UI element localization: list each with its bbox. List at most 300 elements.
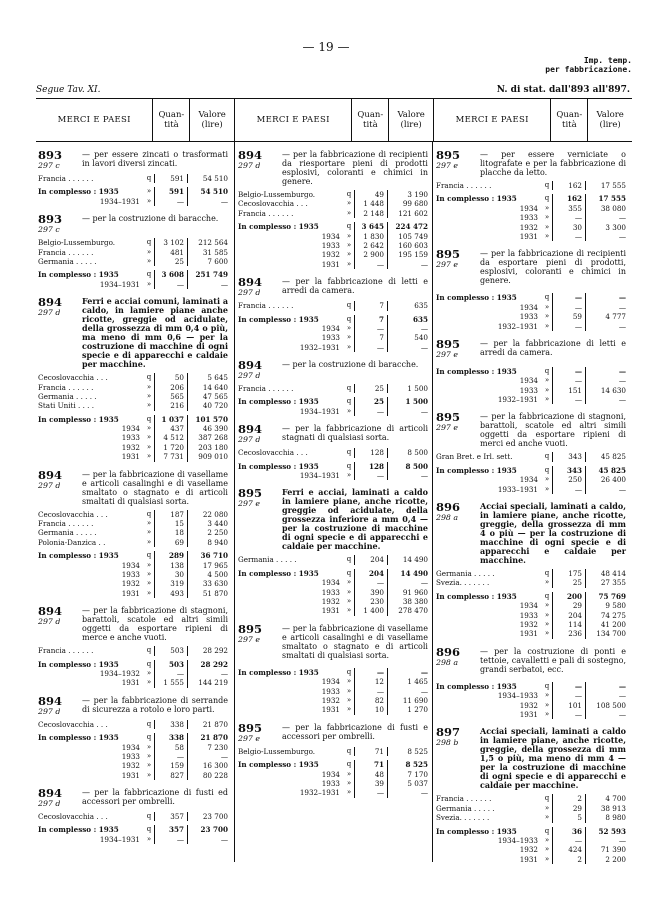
header-valore-2: Valore (lire) bbox=[389, 99, 434, 142]
entry-rows bbox=[38, 720, 228, 780]
stat-number: 894 bbox=[238, 148, 263, 162]
entry-heading bbox=[436, 249, 626, 285]
value: — bbox=[618, 231, 626, 241]
row-label: In complesso : 1935 bbox=[38, 187, 119, 197]
row-label: In complesso : 1935 bbox=[38, 825, 119, 835]
value: 23 700 bbox=[200, 825, 228, 835]
value: — bbox=[618, 366, 626, 376]
row-label: 1934–1931 bbox=[99, 834, 140, 844]
year-row bbox=[436, 312, 626, 321]
value: — bbox=[618, 293, 626, 303]
quantity: — bbox=[154, 835, 188, 844]
quantity: 236 bbox=[552, 629, 586, 638]
country-row bbox=[238, 448, 428, 457]
quantity: 343 bbox=[552, 466, 586, 475]
value: 121 602 bbox=[398, 208, 428, 218]
quantity: — bbox=[354, 343, 388, 352]
value: 3 190 bbox=[407, 190, 428, 199]
quantity: 25 bbox=[552, 578, 586, 587]
quantity: — bbox=[354, 687, 388, 696]
row-label: Francia . . . . . . bbox=[38, 519, 94, 529]
year-row bbox=[436, 223, 626, 232]
entry-rows bbox=[436, 678, 626, 720]
value: 99 680 bbox=[402, 199, 428, 209]
entry-rows bbox=[436, 569, 626, 639]
unit: » bbox=[146, 187, 152, 196]
quantity: 58 bbox=[154, 743, 188, 752]
column-divider bbox=[234, 142, 235, 862]
year-row bbox=[238, 250, 428, 259]
tariff-number: 297 e bbox=[436, 423, 458, 433]
stat-number: 895 bbox=[436, 148, 461, 162]
total-row bbox=[238, 222, 428, 231]
row-label: 1933 bbox=[321, 240, 340, 250]
unit: » bbox=[346, 406, 352, 415]
row-label: 1932 bbox=[519, 845, 538, 855]
value: 47 565 bbox=[202, 391, 228, 401]
row-label: Belgio-Lussemburgo. bbox=[238, 190, 316, 199]
row-label: Germania . . . . . bbox=[38, 528, 97, 538]
row-label: Francia . . . . . . bbox=[238, 301, 294, 311]
quantity: — bbox=[552, 682, 586, 691]
country-row bbox=[38, 538, 228, 547]
quantity: 204 bbox=[354, 569, 388, 578]
unit: q bbox=[544, 194, 550, 203]
quantity: 5 bbox=[552, 813, 586, 822]
quantity: 2 bbox=[552, 794, 586, 803]
row-label: In complesso : 1935 bbox=[38, 414, 119, 424]
unit: » bbox=[346, 208, 352, 217]
row-label: 1934 bbox=[321, 323, 340, 333]
quantity: 29 bbox=[552, 804, 586, 813]
country-row bbox=[38, 519, 228, 528]
total-row bbox=[38, 551, 228, 560]
year-row bbox=[436, 232, 626, 241]
value: — bbox=[420, 578, 428, 588]
year-row bbox=[238, 232, 428, 241]
row-label: Francia . . . . . . bbox=[38, 174, 94, 183]
entry-block bbox=[238, 720, 428, 798]
quantity: 69 bbox=[154, 538, 188, 547]
value: — bbox=[618, 484, 626, 494]
quantity: 128 bbox=[354, 462, 388, 471]
unit: » bbox=[544, 854, 550, 863]
entry-block bbox=[38, 467, 228, 599]
unit: q bbox=[544, 794, 550, 803]
unit: » bbox=[544, 835, 550, 844]
quantity: 71 bbox=[354, 760, 388, 769]
item-code bbox=[238, 720, 282, 743]
entry-heading bbox=[38, 606, 228, 642]
country-row bbox=[38, 383, 228, 392]
item-code bbox=[238, 150, 282, 170]
total-row bbox=[38, 415, 228, 424]
row-label: Francia . . . . . . bbox=[238, 208, 294, 218]
year-row bbox=[436, 213, 626, 222]
year-row bbox=[238, 578, 428, 587]
row-label: 1934 bbox=[519, 302, 538, 312]
unit: q bbox=[146, 414, 152, 423]
item-code bbox=[38, 693, 82, 716]
value: 635 bbox=[414, 301, 428, 311]
unit: » bbox=[146, 537, 152, 546]
country-row bbox=[38, 238, 228, 247]
column-divider bbox=[432, 142, 433, 862]
row-label: 1931 bbox=[321, 606, 340, 616]
row-label: Cecoslovacchia . . . bbox=[238, 199, 308, 209]
unit: » bbox=[346, 606, 352, 615]
item-description: Ferri e acciai comuni, laminati a caldo, in lamiere piane anche ricotte, greggie od acidulate, della grossezza di mm 0,4 o più, ma meno di mm 0,6 — per la costruzione di macchine di ogni specie e di apparecchi e caldaie per macchine. bbox=[82, 296, 228, 370]
entry-rows bbox=[436, 289, 626, 331]
stat-number: 894 bbox=[38, 604, 63, 619]
item-code bbox=[238, 360, 282, 380]
value: 7 600 bbox=[207, 256, 228, 266]
entry-block bbox=[38, 606, 228, 688]
country-row bbox=[436, 794, 626, 803]
quantity: 338 bbox=[154, 720, 188, 729]
year-row bbox=[436, 204, 626, 213]
unit: » bbox=[544, 395, 550, 404]
row-label: In complesso : 1935 bbox=[38, 733, 119, 743]
entry-heading bbox=[238, 277, 428, 297]
header-merci-3: MERCI E PAESI bbox=[433, 99, 550, 142]
row-label: 1932 bbox=[321, 695, 340, 705]
unit: » bbox=[146, 742, 152, 751]
tariff-number: 297 d bbox=[238, 435, 261, 445]
total-row bbox=[436, 592, 626, 601]
entry-heading bbox=[238, 360, 428, 380]
row-label: Belgio-Lussemburgo. bbox=[238, 746, 316, 756]
unit: q bbox=[146, 373, 152, 382]
year-row bbox=[238, 687, 428, 696]
quantity: 204 bbox=[354, 555, 388, 564]
unit: q bbox=[146, 551, 152, 560]
value: 4 777 bbox=[605, 312, 626, 322]
unit: » bbox=[544, 312, 550, 321]
item-description: — per essere zincati o trasformati in lavori diversi zincati. bbox=[82, 150, 228, 168]
unit: q bbox=[146, 733, 152, 742]
stat-number: 897 bbox=[436, 725, 461, 740]
quantity: — bbox=[552, 213, 586, 222]
tariff-number: 297 d bbox=[238, 288, 261, 298]
quantity: 319 bbox=[154, 579, 188, 588]
value: 48 414 bbox=[600, 569, 626, 579]
value: 74 275 bbox=[600, 610, 626, 620]
entry-block bbox=[38, 297, 228, 462]
year-row bbox=[38, 433, 228, 442]
row-label: 1934 bbox=[519, 475, 538, 485]
stat-number: 896 bbox=[436, 500, 461, 515]
year-row bbox=[436, 475, 626, 484]
column-2 bbox=[238, 150, 428, 806]
unit: » bbox=[146, 560, 152, 569]
page-number: — 19 — bbox=[302, 40, 350, 54]
row-label: 1933 bbox=[121, 433, 140, 443]
quantity: 503 bbox=[154, 646, 188, 655]
entry-rows bbox=[38, 812, 228, 844]
item-description: — per la fabbricazione di letti e arredi da camera. bbox=[282, 277, 428, 296]
value: — bbox=[618, 709, 626, 719]
value: 5 645 bbox=[207, 373, 228, 383]
year-row bbox=[38, 424, 228, 433]
value: 3 440 bbox=[207, 519, 228, 529]
tariff-number: 298 b bbox=[436, 738, 459, 748]
quantity: — bbox=[354, 788, 388, 797]
row-label: 1933 bbox=[321, 587, 340, 597]
row-label: 1931 bbox=[519, 854, 538, 864]
value: 28 292 bbox=[202, 646, 228, 656]
value: 17 555 bbox=[600, 181, 626, 190]
quantity: 1 400 bbox=[354, 606, 388, 615]
quantity: 25 bbox=[154, 257, 188, 266]
country-row bbox=[38, 528, 228, 537]
row-label: 1931 bbox=[121, 770, 140, 780]
value: 14 490 bbox=[400, 568, 428, 578]
row-label: Francia . . . . . . bbox=[436, 794, 492, 804]
value: 52 593 bbox=[598, 826, 626, 836]
unit: » bbox=[544, 629, 550, 638]
quantity: — bbox=[154, 752, 188, 761]
unit: » bbox=[146, 401, 152, 410]
row-label: Svezia. . . . . . . bbox=[436, 813, 490, 823]
value: — bbox=[618, 321, 626, 331]
quantity: 216 bbox=[154, 401, 188, 410]
tariff-number: 297 d bbox=[238, 161, 261, 170]
unit: » bbox=[346, 677, 352, 686]
entry-block bbox=[436, 644, 626, 720]
year-row bbox=[436, 601, 626, 610]
row-label: Francia . . . . . . bbox=[38, 247, 94, 257]
value: 212 564 bbox=[198, 238, 228, 248]
header-valore-1: Valore (lire) bbox=[190, 99, 235, 142]
unit: q bbox=[346, 568, 352, 577]
entry-rows bbox=[238, 664, 428, 715]
row-label: 1932 bbox=[321, 596, 340, 606]
year-row bbox=[38, 743, 228, 752]
year-row bbox=[436, 611, 626, 620]
tariff-number: 297 e bbox=[238, 733, 260, 743]
entry-block bbox=[436, 150, 626, 241]
value: — bbox=[420, 667, 428, 677]
entry-rows bbox=[238, 301, 428, 352]
value: 54 510 bbox=[202, 174, 228, 183]
unit: q bbox=[346, 760, 352, 769]
year-row bbox=[38, 835, 228, 844]
quantity: 338 bbox=[154, 733, 188, 742]
row-label: Cecoslovacchia . . . bbox=[38, 373, 108, 383]
value: 224 472 bbox=[395, 222, 428, 232]
value: 54 510 bbox=[200, 187, 228, 197]
row-label: 1931 bbox=[519, 709, 538, 719]
unit: » bbox=[544, 475, 550, 484]
year-row bbox=[436, 845, 626, 854]
row-label: Germania . . . . . bbox=[238, 555, 297, 565]
unit: q bbox=[544, 366, 550, 375]
entry-heading bbox=[436, 502, 626, 565]
row-label: 1932–1931 bbox=[299, 788, 340, 798]
year-row bbox=[436, 303, 626, 312]
unit: » bbox=[146, 247, 152, 256]
year-row bbox=[38, 771, 228, 780]
quantity: 355 bbox=[552, 204, 586, 213]
value: 8 500 bbox=[407, 448, 428, 458]
item-description: — per la fabbricazione di articoli stagnati di qualsiasi sorta. bbox=[282, 424, 428, 443]
value: 4 700 bbox=[605, 794, 626, 804]
unit: » bbox=[346, 788, 352, 797]
quantity: 7 731 bbox=[154, 452, 188, 461]
row-label: Francia . . . . . . bbox=[38, 382, 94, 392]
table-header bbox=[36, 98, 632, 142]
row-label: 1932 bbox=[121, 442, 140, 452]
total-row bbox=[436, 194, 626, 203]
item-code bbox=[38, 606, 82, 626]
value: 1 465 bbox=[407, 677, 428, 687]
quantity: 2 bbox=[552, 855, 586, 864]
stat-number: 895 bbox=[238, 720, 263, 735]
quantity: 10 bbox=[354, 705, 388, 714]
quantity: 565 bbox=[154, 392, 188, 401]
quantity: 424 bbox=[552, 845, 586, 854]
value: 23 700 bbox=[202, 812, 228, 822]
year-row bbox=[238, 770, 428, 779]
total-row bbox=[238, 462, 428, 471]
unit: » bbox=[146, 678, 152, 687]
value: 278 470 bbox=[398, 606, 428, 616]
entry-block bbox=[38, 214, 228, 289]
entry-block bbox=[238, 488, 428, 615]
unit: » bbox=[346, 342, 352, 351]
entry-rows bbox=[238, 747, 428, 798]
value: — bbox=[220, 196, 228, 206]
header-right-line2: per fabbricazione. bbox=[545, 65, 632, 74]
value: 21 870 bbox=[200, 733, 228, 743]
value: — bbox=[220, 279, 228, 289]
quantity: 48 bbox=[354, 770, 388, 779]
total-row bbox=[38, 660, 228, 669]
quantity: 175 bbox=[552, 569, 586, 578]
value: 75 769 bbox=[598, 591, 626, 601]
row-label: 1932 bbox=[121, 579, 140, 589]
value: 540 bbox=[414, 333, 428, 343]
entry-rows bbox=[436, 452, 626, 494]
entry-heading bbox=[38, 467, 228, 506]
row-label: 1934–1933 bbox=[497, 835, 538, 845]
row-label: In complesso : 1935 bbox=[436, 465, 517, 475]
value: — bbox=[420, 686, 428, 696]
row-label: In complesso : 1935 bbox=[436, 366, 517, 376]
entry-block bbox=[436, 336, 626, 405]
quantity: 591 bbox=[154, 174, 188, 183]
item-description: Ferri e acciai, laminati a caldo in lamiere piane, anche ricotte, greggie od acidulate, della grossezza inferiore a mm 0,4 — per la costruzione di macchine di ogni specie e di apparecchi e caldaie per macchine. bbox=[282, 487, 428, 552]
year-row bbox=[436, 322, 626, 331]
row-label: 1931 bbox=[321, 259, 340, 269]
year-row bbox=[38, 678, 228, 687]
quantity: — bbox=[552, 485, 586, 494]
unit: q bbox=[146, 825, 152, 834]
year-row bbox=[436, 395, 626, 404]
entry-block bbox=[238, 277, 428, 352]
entry-rows bbox=[238, 555, 428, 615]
row-label: 1933 bbox=[321, 778, 340, 788]
unit: » bbox=[146, 442, 152, 451]
value: — bbox=[618, 835, 626, 845]
unit: » bbox=[346, 686, 352, 695]
entry-heading bbox=[436, 644, 626, 674]
value: 2 200 bbox=[605, 854, 626, 864]
country-row bbox=[436, 813, 626, 822]
unit: q bbox=[544, 826, 550, 835]
row-label: 1934 bbox=[121, 560, 140, 570]
value: 1 500 bbox=[405, 397, 428, 407]
item-code bbox=[238, 424, 282, 444]
row-label: Cecoslovacchia . . . bbox=[38, 509, 108, 519]
entry-heading bbox=[436, 150, 626, 177]
value: — bbox=[618, 395, 626, 405]
unit: q bbox=[346, 301, 352, 310]
total-row bbox=[38, 270, 228, 279]
row-label: 1934 bbox=[321, 769, 340, 779]
row-label: 1932–1931 bbox=[497, 321, 538, 331]
stat-number: 895 bbox=[436, 247, 461, 262]
country-row bbox=[38, 174, 228, 183]
column-3 bbox=[436, 150, 626, 872]
row-label: 1934 bbox=[121, 742, 140, 752]
entry-rows bbox=[38, 373, 228, 462]
value: 134 700 bbox=[596, 629, 626, 639]
value: 45 825 bbox=[598, 465, 626, 475]
quantity: — bbox=[552, 691, 586, 700]
quantity: — bbox=[354, 324, 388, 333]
row-label: 1934–1931 bbox=[99, 279, 140, 289]
stat-number: 894 bbox=[38, 295, 63, 310]
unit: » bbox=[146, 196, 152, 205]
year-row bbox=[238, 324, 428, 333]
tariff-number: 297 e bbox=[436, 161, 458, 170]
quantity: 289 bbox=[154, 551, 188, 560]
unit: q bbox=[346, 397, 352, 406]
year-row bbox=[238, 333, 428, 342]
quantity: 71 bbox=[354, 747, 388, 756]
quantity: — bbox=[552, 322, 586, 331]
item-description: — per la fabbricazione di letti e arredi da camera. bbox=[480, 338, 626, 357]
quantity: 159 bbox=[154, 761, 188, 770]
year-row bbox=[38, 589, 228, 598]
entry-heading bbox=[38, 297, 228, 369]
column-1 bbox=[38, 150, 228, 852]
value: 3 300 bbox=[605, 222, 626, 232]
quantity: 481 bbox=[154, 248, 188, 257]
item-description: — per la fabbricazione di vasellame e articoli casalinghi e di vasellame smaltato o stagnato e di articoli smaltati di qualsiasi sorta. bbox=[282, 623, 428, 660]
row-label: Francia . . . . . . bbox=[436, 181, 492, 190]
total-row bbox=[436, 367, 626, 376]
value: 108 500 bbox=[596, 700, 626, 710]
unit: q bbox=[146, 270, 152, 279]
country-row bbox=[38, 812, 228, 821]
country-row bbox=[38, 373, 228, 382]
row-label: In complesso : 1935 bbox=[436, 293, 517, 303]
entry-block bbox=[238, 360, 428, 416]
row-label: Germania . . . . . bbox=[436, 569, 495, 579]
value: 8 980 bbox=[605, 813, 626, 823]
total-row bbox=[436, 682, 626, 691]
entry-rows bbox=[436, 181, 626, 241]
item-description: — per essere verniciate o litografate e per la fabbricazione di placche da letto. bbox=[480, 150, 626, 177]
header-right-line1: Imp. temp. bbox=[583, 56, 632, 65]
total-row bbox=[436, 293, 626, 302]
value: 38 080 bbox=[600, 203, 626, 213]
entry-heading bbox=[238, 424, 428, 444]
unit: » bbox=[544, 484, 550, 493]
